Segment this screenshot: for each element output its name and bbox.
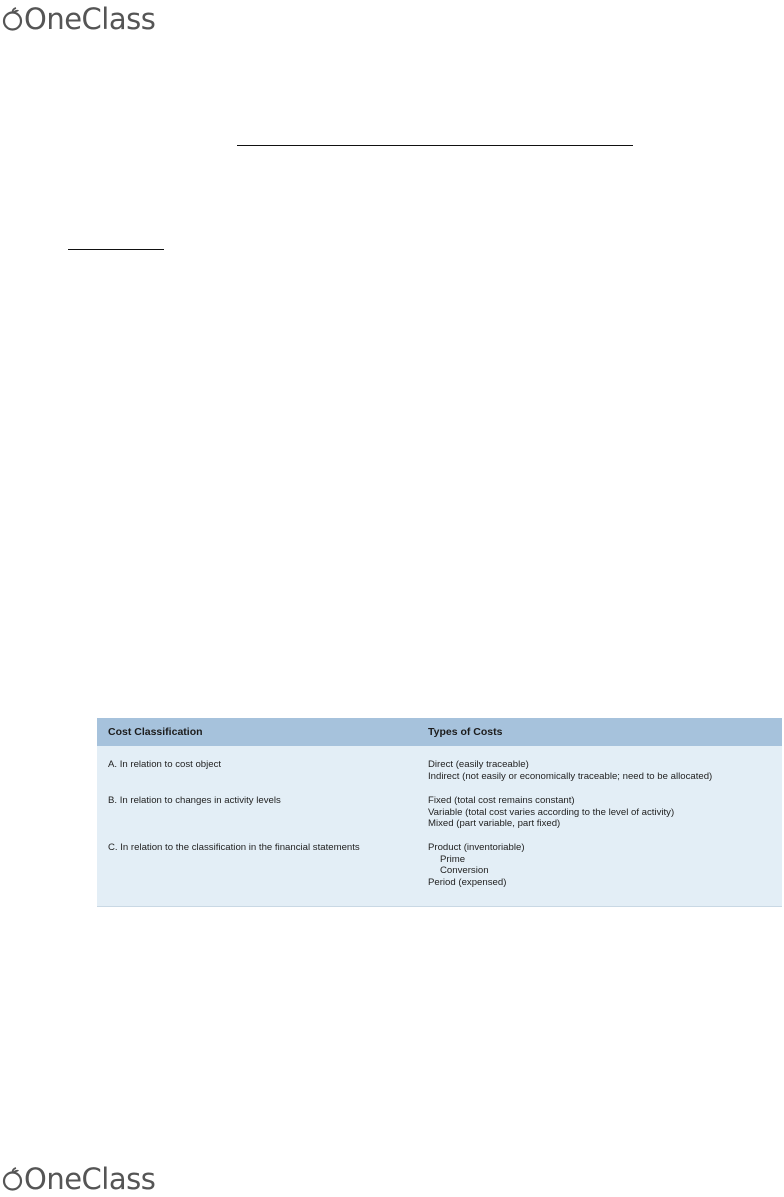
- type-line: Mixed (part variable, part fixed): [428, 818, 561, 829]
- type-line: Variable (total cost varies according to the level of activity): [428, 806, 675, 818]
- type-line: Fixed (total cost remains constant): [428, 795, 575, 806]
- type-line: Indirect (not easily or economically traceable; need to be allocated): [428, 770, 713, 782]
- type-line: Direct (easily traceable): [428, 759, 529, 770]
- oneclass-logo-footer: [2, 1162, 155, 1196]
- oneclass-logo-text: OneClass: [24, 2, 156, 36]
- table-header: [97, 718, 782, 746]
- type-line: Period (expensed): [428, 876, 507, 888]
- section-heading-underline: [68, 249, 164, 250]
- cost-classification-table: [97, 718, 782, 907]
- types-cell: [428, 795, 778, 830]
- types-cell: [428, 842, 778, 888]
- oneclass-logo-text: OneClass: [24, 1162, 156, 1196]
- oneclass-logo-header: [2, 2, 155, 36]
- oneclass-apple-icon: [2, 1167, 23, 1191]
- oneclass-apple-icon: [2, 7, 23, 31]
- classification-cell: A. In relation to cost object: [108, 759, 222, 770]
- header-cost-classification: Cost Classification: [108, 726, 203, 738]
- classification-cell: C. In relation to the classification in the financial statements: [108, 842, 360, 853]
- classification-cell: B. In relation to changes in activity levels: [108, 795, 281, 806]
- types-cell: [428, 759, 778, 782]
- type-line: Product (inventoriable): [428, 842, 525, 853]
- title-underline: [237, 145, 633, 146]
- type-subline: Conversion: [440, 865, 489, 876]
- type-subline: Prime: [440, 853, 466, 865]
- header-types-of-costs: Types of Costs: [428, 726, 503, 738]
